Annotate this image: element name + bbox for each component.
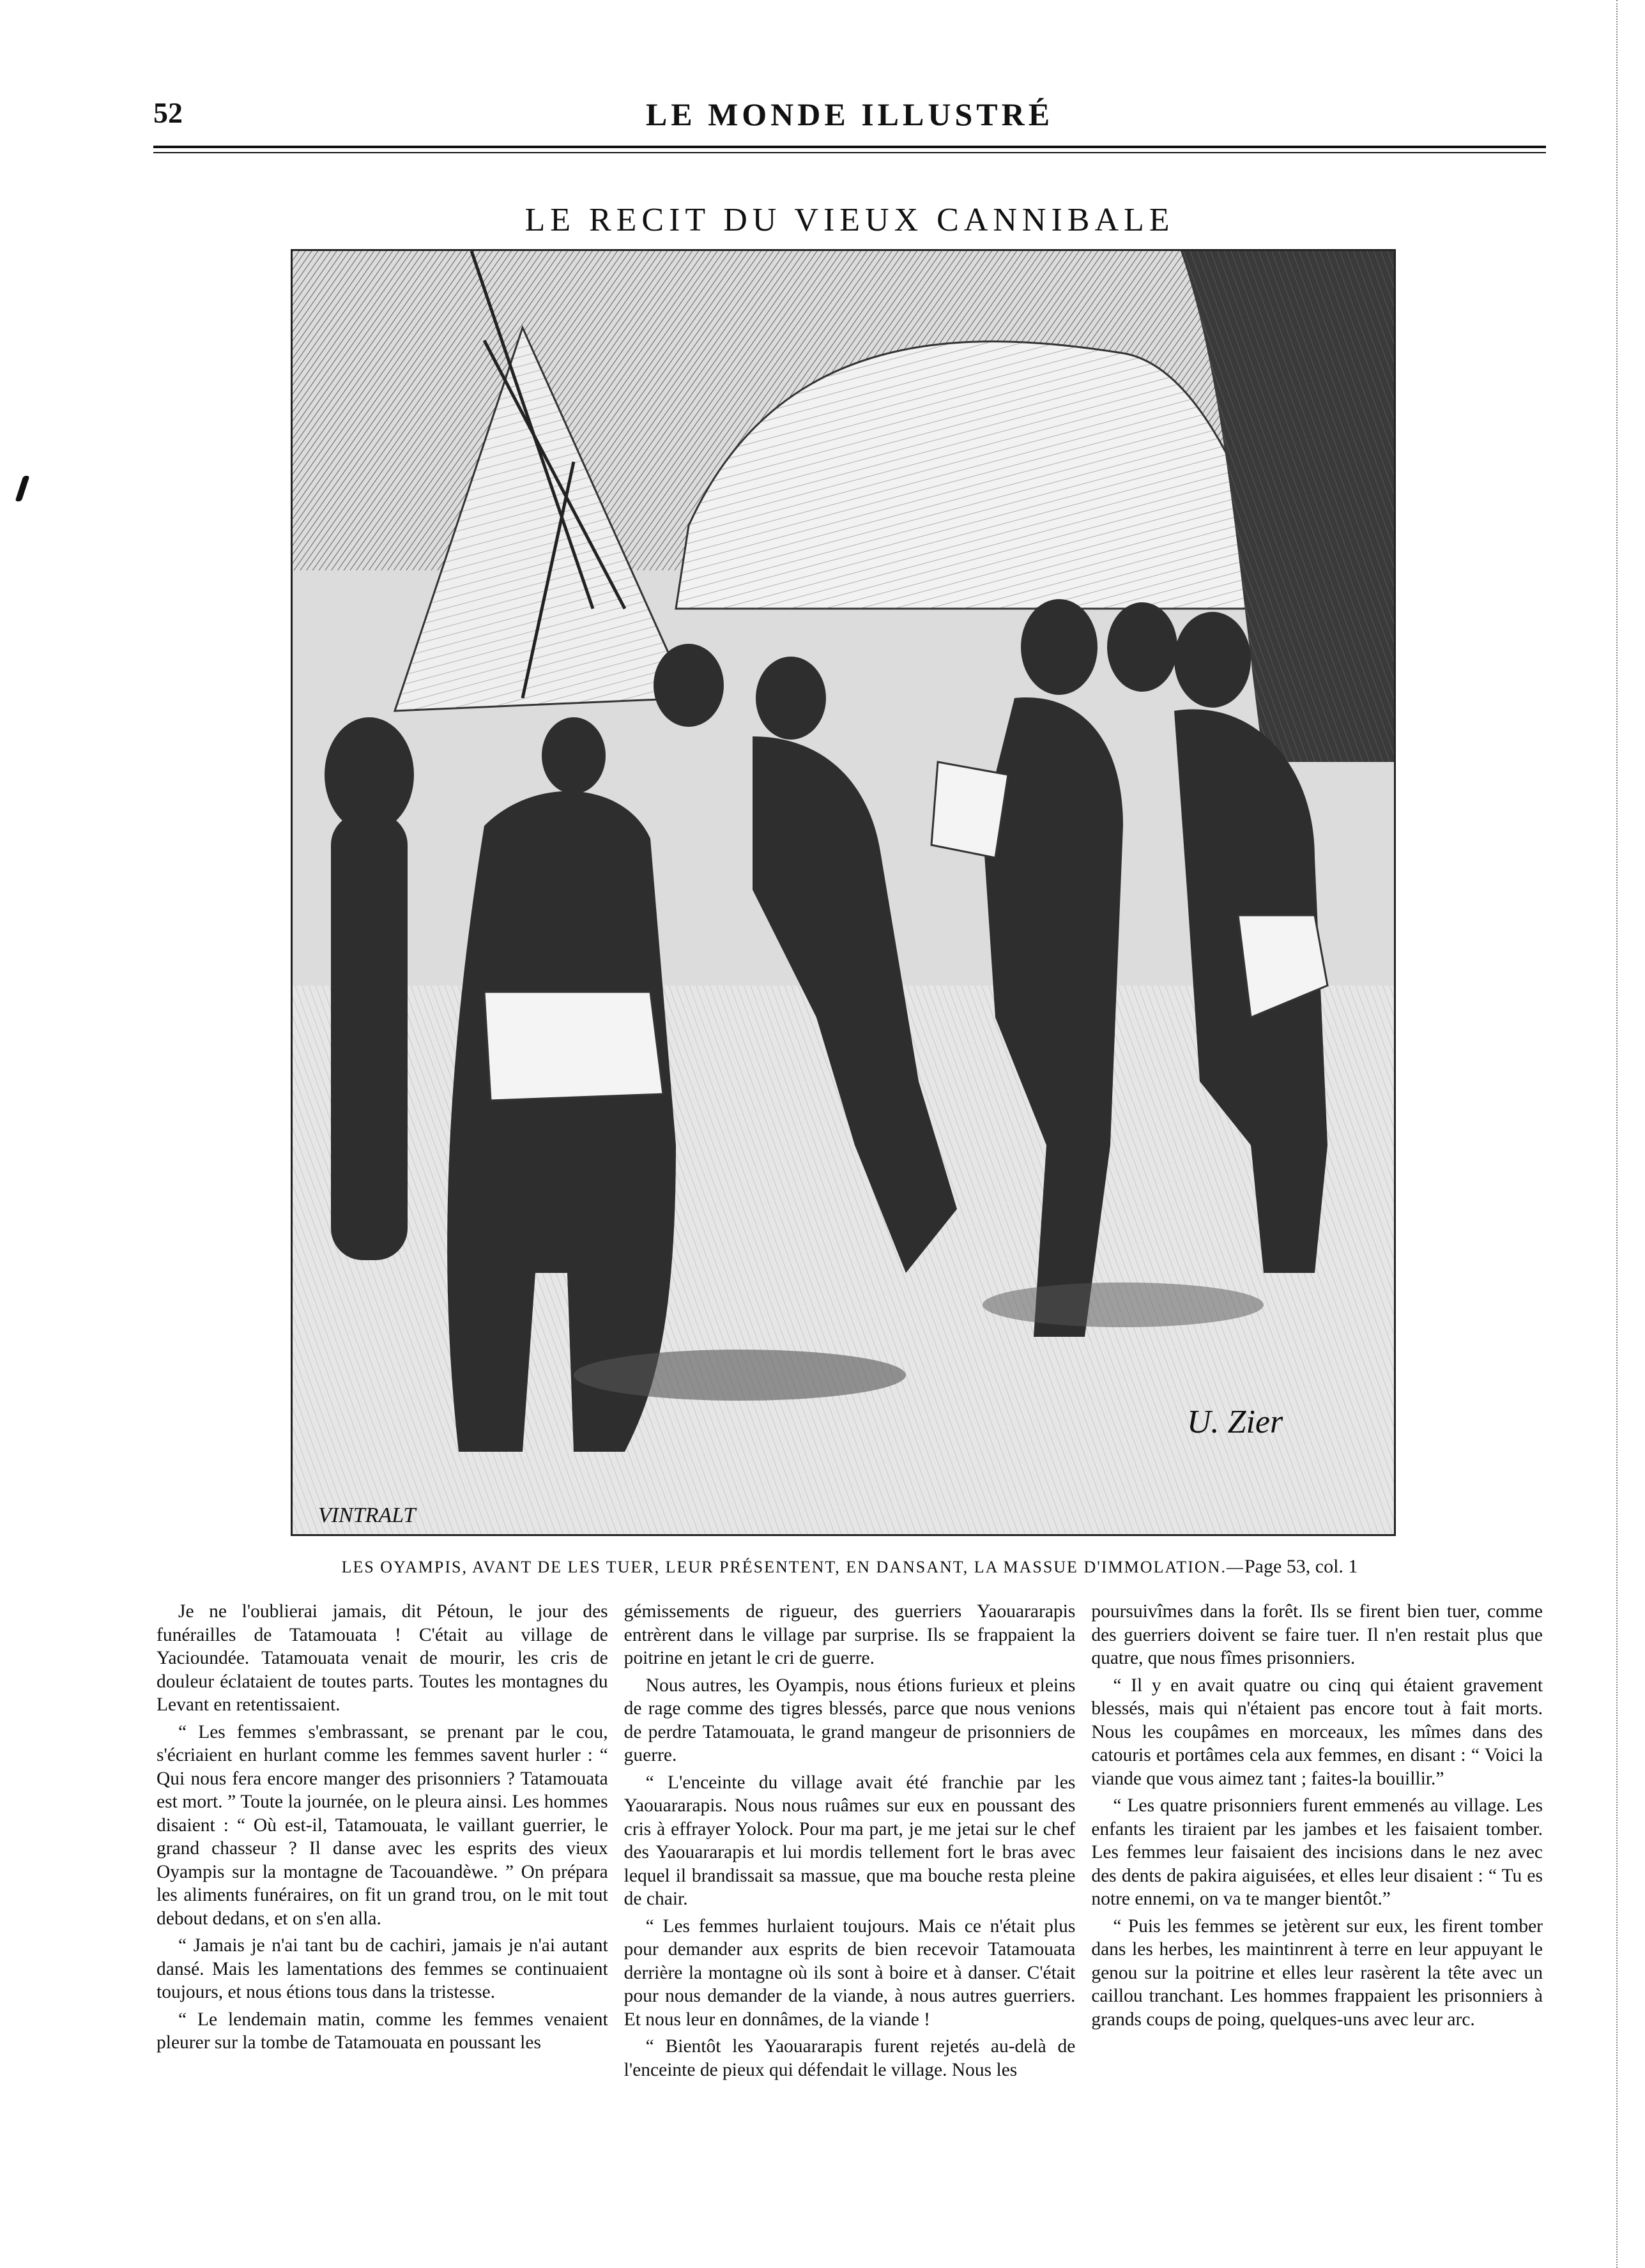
paragraph: Nous autres, les Oyampis, nous étions furieux et pleins de rage comme des tigres blessés, parce que nous venions de perdre Tatamouata, le grand mangeur de prisonniers de guerre.	[624, 1675, 1076, 1765]
article-title: LE RECIT DU VIEUX CANNIBALE	[524, 201, 1175, 238]
text-column-3	[1091, 1600, 1543, 2239]
text-column-1	[157, 1600, 608, 2239]
paragraph: poursuivîmes dans la forêt. Ils se firent bien tuer, comme des guerriers doivent se faire tuer. Il n'en restait plus que quatre, que nous fîmes prisonniers.	[1091, 1601, 1543, 1668]
paragraph: “ Les quatre prisonniers furent emmenés au village. Les enfants les tiraient par les jambes et les faisaient tomber. Les femmes leur faisaient des incisions dans le nez avec des dents de pakira aiguisées, et elles leur disaient : “ Tu es notre ennemi, on va te manger bientôt.”	[1091, 1795, 1543, 1909]
page-edge-mark	[1616, 0, 1618, 2268]
header-rule-thick	[153, 146, 1546, 148]
paragraph: “ Le lendemain matin, comme les femmes venaient pleurer sur la tombe de Tatamouata en poussant les	[157, 2009, 608, 2053]
margin-ink-mark	[15, 476, 30, 501]
page-number: 52	[153, 96, 183, 129]
header-rule-thin	[153, 152, 1546, 153]
masthead: LE MONDE ILLUSTRÉ	[645, 96, 1054, 132]
caption-page-reference: Page 53, col. 1	[1244, 1556, 1358, 1577]
text-column-2	[624, 1600, 1076, 2239]
paragraph: “ Puis les femmes se jetèrent sur eux, les firent tomber dans les herbes, les maintinrent à terre en leur appuyant le genou sur la poitrine et elles leur rasèrent la tête avec un caillou tranchant. Les hommes frappaient les prisonniers à grands coups de poing, quelques-uns avec leur arc.	[1091, 1915, 1543, 2030]
paragraph: “ Les femmes s'embrassant, se prenant par le cou, s'écriaient en hurlant comme les femmes savent hurler : “ Qui nous fera encore manger des prisonniers ? Tatamouata est mort. ” Toute la journée, on le pleura ainsi. Les hommes disaient : “ Où est-il, Tatamouata, le vaillant guerrier, le grand chasseur ? Il danse avec les esprits des vieux Oyampis sur la montagne de Tacouandèwe. ” On prépara les aliments funéraires, on fit un grand trou, on le mit tout debout dedans, et on s'en alla.	[157, 1721, 608, 1929]
caption-text: LES OYAMPIS, AVANT DE LES TUER, LEUR PRÉSENTENT, EN DANSANT, LA MASSUE D'IMMOLATION.—	[341, 1558, 1244, 1576]
paragraph: “ L'enceinte du village avait été franchie par les Yaouararapis. Nous nous ruâmes sur eux en poussant des cris à effrayer Yolock. Pour ma part, je me jetai sur le chef des Yaouararapis et lui mordis tellement fort le bras avec lequel il brandissait sa massue, que ma bouche resta pleine de chair.	[624, 1772, 1076, 1909]
signature-left: VINTRALT	[318, 1503, 416, 1527]
page-header	[153, 96, 1546, 147]
article-body	[157, 1600, 1543, 2239]
engraving-illustration	[291, 249, 1396, 1536]
paragraph: gémissements de rigueur, des guerriers Yaouararapis entrèrent dans le village par surprise. Ils se frappaient la poitrine en jetant le cri de guerre.	[624, 1601, 1076, 1668]
paragraph: “ Bientôt les Yaouararapis furent rejetés au-delà de l'enceinte de pieux qui défendait le village. Nous les	[624, 2036, 1076, 2080]
illustration-caption	[153, 1556, 1546, 1578]
paragraph: “ Il y en avait quatre ou cinq qui étaient gravement blessés, mais qui n'étaient pas encore tout à fait morts. Nous les coupâmes en morceaux, les mîmes dans des catouris et portâmes cela aux femmes, en disant : “ Voici la viande que vous aimez tant ; faites-la bouillir.”	[1091, 1675, 1543, 1789]
signature-right: U. Zier	[1187, 1404, 1283, 1440]
paragraph: Je ne l'oublierai jamais, dit Pétoun, le jour des funérailles de Tatamouata ! C'était au village de Yacioundée. Tatamouata venait de mourir, les cris de douleur éclataient de toutes parts. Toutes les montagnes du Levant en retentissaient.	[157, 1601, 608, 1715]
paragraph: “ Les femmes hurlaient toujours. Mais ce n'était plus pour demander aux esprits de bien recevoir Tatamouata derrière la montagne où ils sont à boire et à danser. C'était pour nous demander de la viande, à nous autres guerriers. Et nous leur en donnâmes, de la viande !	[624, 1915, 1076, 2030]
paragraph: “ Jamais je n'ai tant bu de cachiri, jamais je n'ai autant dansé. Mais les lamentations des femmes se continuaient toujours, et nous étions tous dans la tristesse.	[157, 1935, 608, 2002]
